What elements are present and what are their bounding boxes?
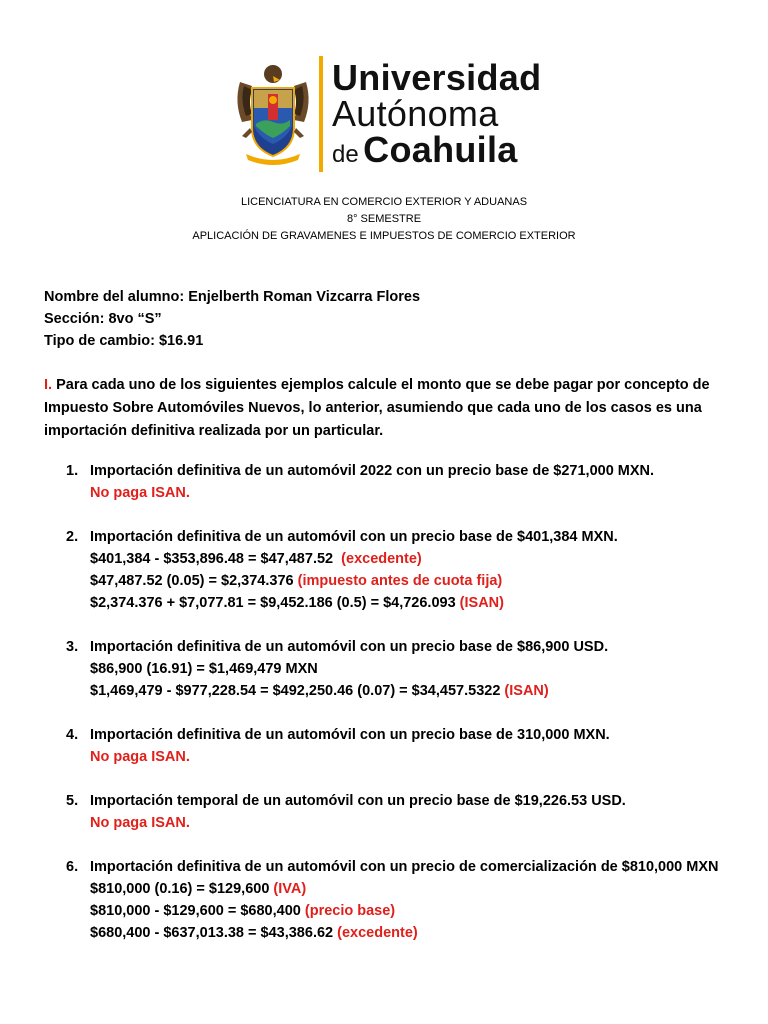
exercise-item-3 — [44, 636, 734, 702]
exercise-item-2 — [44, 526, 734, 614]
item-number: 4. — [66, 727, 79, 743]
item-result: No paga ISAN. — [90, 485, 190, 501]
item-title: Importación definitiva de un automóvil con un precio base de $401,384 MXN. — [90, 529, 618, 545]
item-title: Importación definitiva de un automóvil con un precio de comercialización de $810,000 MXN — [90, 859, 719, 875]
calc-expression: $680,400 - $637,013.38 = $43,386.62 — [90, 925, 334, 941]
calc-expression: $1,469,479 - $977,228.54 = $492,250.46 (0.07) = $34,457.5322 — [90, 683, 501, 699]
exercise-item-1 — [44, 460, 734, 504]
university-logo — [230, 54, 550, 174]
calc-line — [90, 548, 734, 570]
exercise-item-5 — [44, 790, 734, 834]
calc-note: (ISAN) — [459, 595, 504, 611]
university-name-de: de — [332, 141, 359, 168]
calc-line — [90, 680, 734, 702]
calc-line — [90, 900, 734, 922]
header-semester: 8° SEMESTRE — [346, 213, 422, 225]
student-section: Sección: 8vo “S” — [44, 311, 162, 327]
header-course: APLICACIÓN DE GRAVAMENES E IMPUESTOS DE COMERCIO EXTERIOR — [192, 230, 576, 242]
calc-expression: $401,384 - $353,896.48 = $47,487.52 — [90, 551, 334, 567]
university-name-coahuila: Coahuila — [363, 129, 518, 170]
item-number: 6. — [66, 859, 79, 875]
calc-note: (ISAN) — [504, 683, 549, 699]
header-program: LICENCIATURA EN COMERCIO EXTERIOR Y ADUANAS — [240, 196, 528, 208]
calc-note: (precio base) — [304, 903, 396, 919]
instructions — [44, 374, 724, 443]
item-number: 2. — [66, 529, 79, 545]
university-name-line2: Autónoma — [332, 93, 499, 134]
item-number: 5. — [66, 793, 79, 809]
exercise-item-4 — [44, 724, 734, 768]
university-name-line1: Universidad — [332, 57, 542, 98]
document-header — [0, 194, 768, 245]
calc-expression: $2,374.376 + $7,077.81 = $9,452.186 (0.5) = $4,726.093 — [90, 595, 456, 611]
item-result: No paga ISAN. — [90, 815, 190, 831]
item-title: Importación definitiva de un automóvil 2022 con un precio base de $271,000 MXN. — [90, 463, 655, 479]
calc-expression: $86,900 (16.91) = $1,469,479 MXN — [90, 661, 318, 677]
university-name-line3 — [332, 129, 518, 170]
calc-expression: $47,487.52 (0.05) = $2,374.376 — [90, 573, 294, 589]
instructions-text: Para cada uno de los siguientes ejemplos calcule el monto que se debe pagar por concepto de Impuesto Sobre Automóviles Nuevos, lo anterior, asumiendo que cada uno de los casos es una importación definitiva realizada por un particular. — [44, 377, 710, 439]
calc-note: (excedente) — [337, 925, 418, 941]
item-number: 3. — [66, 639, 79, 655]
calc-line — [90, 570, 734, 592]
item-number: 1. — [66, 463, 79, 479]
calc-note: (IVA) — [273, 881, 307, 897]
calc-line — [90, 658, 734, 680]
student-name: Nombre del alumno: Enjelberth Roman Vizcarra Flores — [44, 289, 421, 305]
exercise-list — [44, 460, 734, 966]
exchange-rate: Tipo de cambio: $16.91 — [44, 333, 204, 349]
calc-line — [90, 592, 734, 614]
student-info — [44, 286, 420, 352]
item-title: Importación temporal de un automóvil con un precio base de $19,226.53 USD. — [90, 793, 626, 809]
exercise-item-6 — [44, 856, 734, 944]
item-result: No paga ISAN. — [90, 749, 190, 765]
calc-note: (excedente) — [341, 551, 422, 567]
calc-line — [90, 878, 734, 900]
university-crest-icon — [232, 62, 314, 166]
item-title: Importación definitiva de un automóvil con un precio base de 310,000 MXN. — [90, 727, 610, 743]
calc-expression: $810,000 - $129,600 = $680,400 — [90, 903, 301, 919]
logo-divider — [319, 56, 323, 172]
calc-note: (impuesto antes de cuota fija) — [297, 573, 503, 589]
item-title: Importación definitiva de un automóvil con un precio base de $86,900 USD. — [90, 639, 609, 655]
calc-line — [90, 922, 734, 944]
section-roman-numeral: I. — [44, 377, 53, 393]
calc-expression: $810,000 (0.16) = $129,600 — [90, 881, 270, 897]
